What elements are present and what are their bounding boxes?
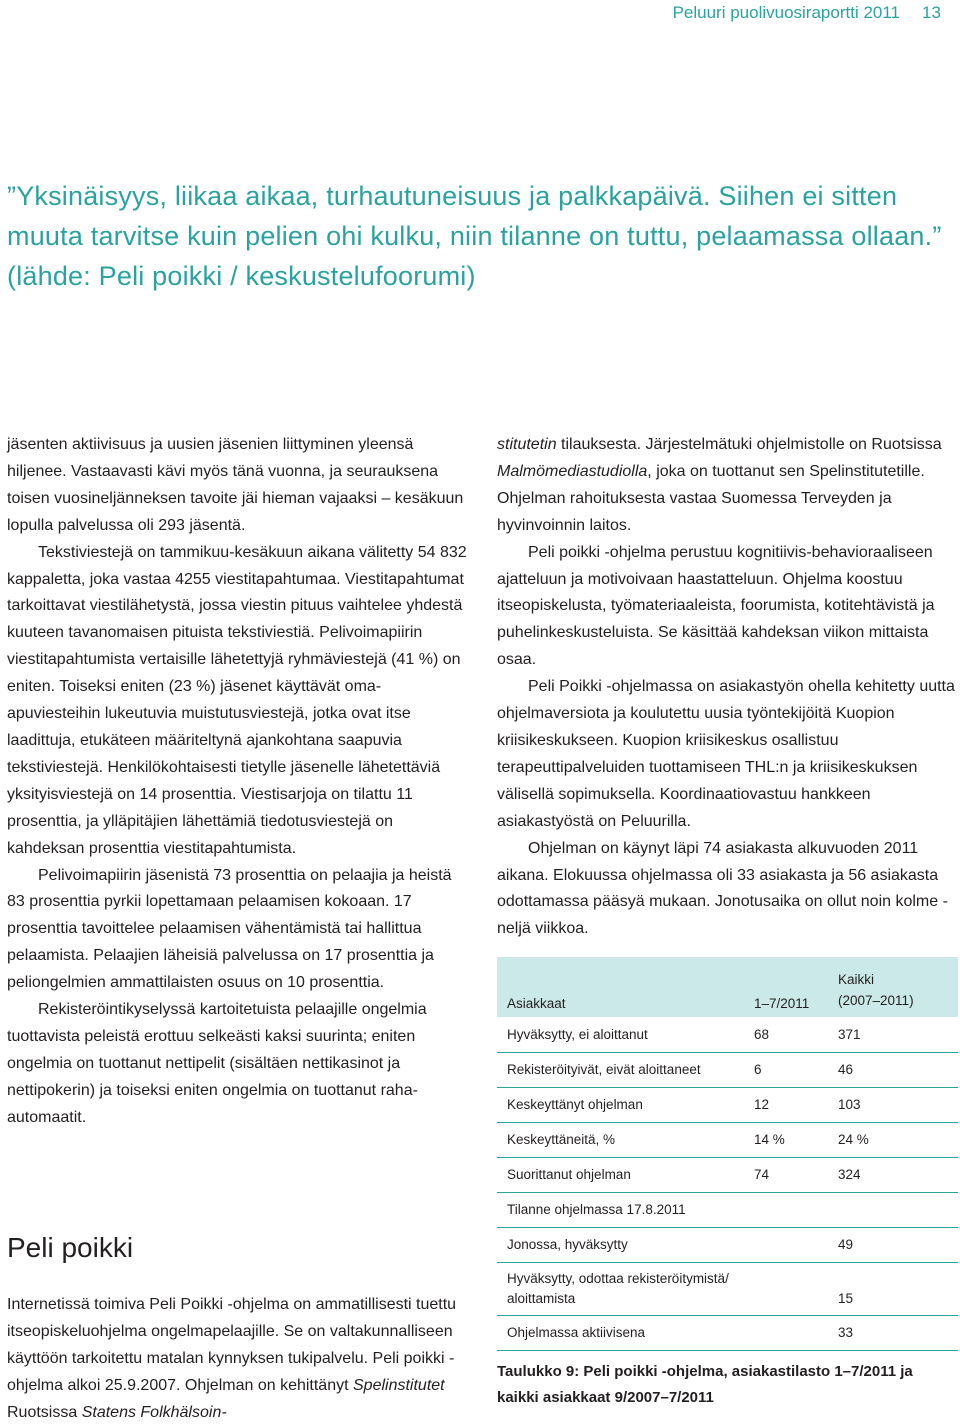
right-text-1a: tilauksesta. Järjestelmätuki ohjelmistolle on Ruotsissa: [556, 436, 942, 453]
row-total-value: 24 %: [832, 1122, 958, 1157]
table-row: [497, 1227, 958, 1262]
row-total-value: 103: [832, 1087, 958, 1122]
pull-quote: ”Yksinäisyys, liikaa aikaa, turhautuneisuus ja palkkapäivä. Siihen ei sitten muuta tarvitse kuin pelien ohi kulku, niin tilanne on tuttu, pelaamassa ollaan.” (lähde: Peli poikki / keskustelufoorumi): [7, 181, 942, 291]
right-emphasis-2: Malmömediastudiolla: [497, 462, 648, 480]
right-text-1b: , joka on tuottanut sen Spelinstitutetille. Ohjelman rahoituksesta vastaa Suomessa Terveyden ja hyvinvoinnin laitos.: [497, 462, 925, 534]
right-paragraph-2: Peli poikki -ohjelma perustuu kognitiivis-behavioraaliseen ajatteluun ja motivoivaan haastatteluun. Ohjelma koostuu itseopiskelusta, työmateriaaleista, foorumista, kotitehtävistä ja puhelinkeskusteluista. Se käsittää kahdeksan viikon mittaista osaa.: [497, 543, 935, 669]
left-paragraph-1: jäsenten aktiivisuus ja uusien jäsenien liittyminen yleensä hiljenee. Vastaavasti kävi myös tänä vuonna, ja seurauksena toisen vuosineljänneksen tavoite jäi hieman vajaaksi – kesäkuun lopulla palvelussa oli 293 jäsentä.: [7, 436, 464, 534]
row-label: Hyväksytty, ei aloittanut: [497, 1017, 748, 1052]
row-value: 33: [832, 1315, 958, 1350]
table-header-row: [497, 957, 958, 1017]
left-column: [7, 432, 473, 1132]
row-label-line2: aloittamista: [507, 1290, 576, 1306]
right-paragraph-1: [497, 432, 957, 540]
right-column: [497, 432, 957, 943]
row-label: Rekisteröityivät, eivät aloittaneet: [497, 1052, 748, 1087]
page-header: [0, 2, 960, 24]
row-total-value: 371: [832, 1017, 958, 1052]
header-all: [832, 957, 958, 1017]
left-paragraph-2: Tekstiviestejä on tammikuu-kesäkuun aikana välitetty 54 832 kappaletta, joka vastaa 4255 viestitapahtumaa. Viestitapahtumat tarkoittavat viestilähetystä, jossa viestin pituus vaihtelee yhdestä kuuteen tavanomaisen pituista tekstiviestiä. Pelivoimapiirin viestitapahtumista vertaisille lähetettyjä ryhmäviestejä (41 %) on eniten. Toiseksi eniten (23 %) jäsenet käyttävät oma-apuviesteihin lukeutuvia muistutusviestejä, jotka ovat itse laadittuja, etukäteen määriteltynä ajankohtana saapuvia tekstiviestejä. Henkilökohtaisesti tietylle jäsenelle lähetettäviä yksityisviestejä on 14 prosenttia. Viestisarjoja on tilattu 11 prosenttia, ja ylläpitäjien lähettämiä tiedotusviestejä on kahdeksan prosenttia viestitapahtumista.: [7, 543, 467, 857]
row-total-value: 324: [832, 1157, 958, 1192]
row-period-value: 14 %: [748, 1122, 832, 1157]
peli-poikki-intro: [7, 1292, 473, 1427]
row-value: 49: [832, 1227, 958, 1262]
table-subheading-row: [497, 1192, 958, 1227]
row-value: 15: [832, 1262, 958, 1315]
row-label: [497, 1262, 832, 1315]
intro-text-1: Internetissä toimiva Peli Poikki -ohjelma on ammatillisesti tuettu itseopiskeluohjelma ongelmapelaajille. Se on valtakunnalliseen käyttöön tarkoitettu matalan kynnyksen tukipalvelu. Peli poikki -ohjelma alkoi 25.9.2007. Ohjelman on kehittänyt: [7, 1296, 457, 1394]
right-paragraph-3: Peli Poikki -ohjelmassa on asiakastyön ohella kehitetty uutta ohjelmaversiota ja koulutettu uusia työntekijöitä Kuopion kriisikeskukseen. Kuopion kriisikeskus osallistuu terapeuttipalveluiden tuottamiseen THL:n ja kriisikeskuksen välisellä sopimuksella. Koordinaatiovastuu hankkeen asiakastyöstä on Peluurilla.: [497, 678, 955, 830]
peli-poikki-intro-text: [7, 1292, 473, 1427]
row-label: Keskeyttäneitä, %: [497, 1122, 748, 1157]
intro-emphasis-2: Statens Folkhälsoin-: [81, 1403, 227, 1421]
row-label: Keskeyttänyt ohjelman: [497, 1087, 748, 1122]
left-paragraph-3: Pelivoimapiirin jäsenistä 73 prosenttia on pelaajia ja heistä 83 prosenttia pyrkii lopettamaan pelaamisen kokoaan. 17 prosenttia tavoittelee pelaamisen vähentämistä tai hallittua pelaamista. Pelaajien läheisiä palvelussa on 17 prosenttia ja peliongelmien ammattilaisten osuus on 10 prosenttia.: [7, 866, 452, 992]
page-number: 13: [922, 3, 941, 22]
header-period: 1–7/2011: [754, 996, 810, 1011]
table-row: [497, 1157, 958, 1192]
intro-emphasis-1: Spelinstitutet: [353, 1376, 445, 1394]
table-caption: Taulukko 9: Peli poikki -ohjelma, asiakastilasto 1–7/2011 ja kaikki asiakkaat 9/2007–7/2011: [497, 1363, 913, 1406]
right-emphasis-1: stitutetin: [497, 436, 557, 453]
report-title: Peluuri puolivuosiraportti 2011: [672, 3, 900, 22]
table-row: [497, 1262, 958, 1315]
header-clients: Asiakkaat: [507, 996, 566, 1011]
right-paragraph-4: Ohjelman on käynyt läpi 74 asiakasta alkuvuoden 2011 aikana. Elokuussa ohjelmassa oli 33 asiakasta ja 56 asiakasta odottamassa pääsyä mukaan. Jonotusaika on ollut noin kolme - neljä viikkoa.: [497, 839, 948, 938]
header-all-line1: Kaikki: [838, 972, 875, 987]
row-label: Ohjelmassa aktiivisena: [497, 1315, 832, 1350]
header-all-line2: (2007–2011): [838, 993, 914, 1008]
table-row: [497, 1315, 958, 1350]
table-row: [497, 1017, 958, 1052]
row-period-value: 68: [748, 1017, 832, 1052]
row-period-value: 12: [748, 1087, 832, 1122]
row-label-line1: Hyväksytty, odottaa rekisteröitymistä/: [507, 1270, 729, 1286]
row-period-value: 74: [748, 1157, 832, 1192]
row-total-value: 46: [832, 1052, 958, 1087]
row-label: Jonossa, hyväksytty: [497, 1227, 832, 1262]
left-paragraph-4: Rekisteröintikyselyssä kartoitetuista pelaajille ongelmia tuottavista peleistä erottuu selkeästi kaksi suurinta; eniten ongelmia on tuottanut nettipelit (sisältäen nettikasinot ja nettipokerin) ja toiseksi eniten ongelmia on tuottanut raha-automaatit.: [7, 1001, 427, 1126]
status-subheading: Tilanne ohjelmassa 17.8.2011: [497, 1192, 958, 1227]
section-heading: Peli poikki: [7, 1232, 134, 1263]
row-period-value: 6: [748, 1052, 832, 1087]
client-statistics-table: [497, 957, 958, 1351]
table-row: [497, 1052, 958, 1087]
table-row: [497, 1087, 958, 1122]
table-row: [497, 1122, 958, 1157]
row-label: Suorittanut ohjelman: [497, 1157, 748, 1192]
intro-text-2: Ruotsissa: [7, 1403, 82, 1421]
